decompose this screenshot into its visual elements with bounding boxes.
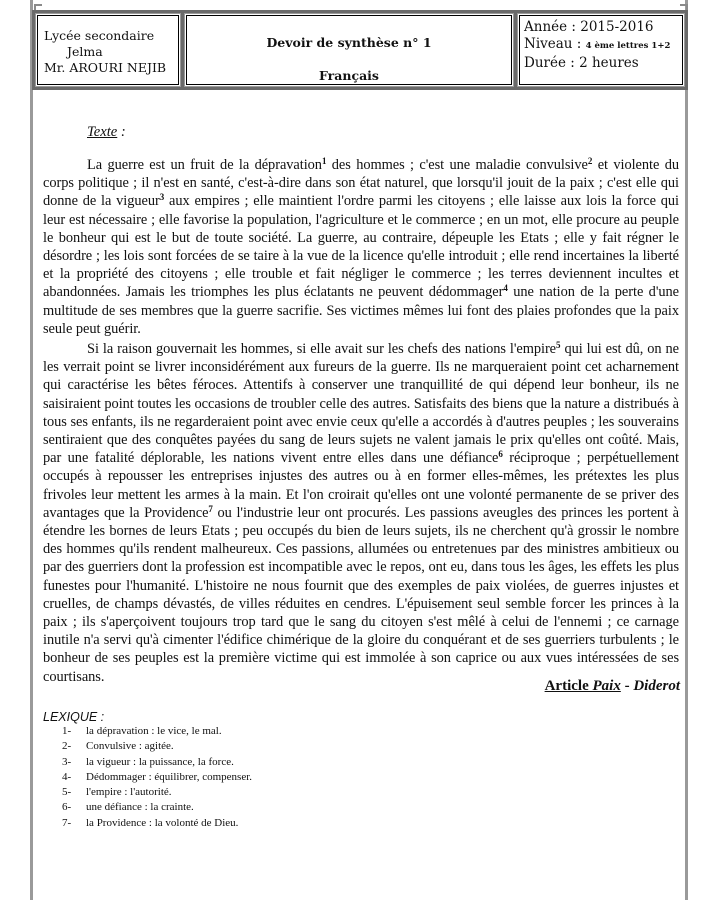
exam-title: Devoir de synthèse n° 1 bbox=[266, 35, 432, 50]
lexique-item-text: la Providence : la volonté de Dieu. bbox=[86, 816, 239, 829]
text-section-label bbox=[87, 124, 126, 141]
paragraph-text: réciproque ; perpétuellement occupés à repousser les entreprises injustes des autres ou à en former elles-mêmes, les prétextes les plus frivoles leur mettent les armes à la main. Et l'on croirait qu'elles ont une volonté permanente de se priver des avantages que la Providence bbox=[43, 450, 679, 521]
paragraph-text: ou l'industrie leur ont procurés. Les passions aveugles des princes les portent à étendre les bornes de leurs Etats ; peu occupés du bien de leurs sujets, ils ne cherchent qu'à grossir le nombre des hommes qu'ils rendent malheureux. Ces passions, allumées ou entretenues par des ministres ambitieux ou par des guerriers dont la profession est incompatible avec le repos, ont eu, dans tous les âges, les effets les plus funestes pour l'humanité. L'histoire ne nous fournit que des exemples de paix violées, de guerres injustes et cruelles, de champs dévastés, de villes réduites en cendres. L'épuisement seul semble forcer les princes à la paix ; ils s'aperçoivent toujours trop tard que le sang du citoyen s'est mêlé à celui de l'ennemi ; ce carnage inutile n'a servi qu'à cimenter l'édifice chimérique de la gloire du conquérant et de ses guerriers turbulents ; le bonheur de ses peuples est la première victime qui est immolée à son caprice ou aux vues intéressées de ses courtisans. bbox=[43, 504, 680, 685]
paragraph-text: qui lui est dû, on ne les verrait point se livrer inconsidérément aux fureurs de la guerre. Ils ne marqueraient point cet acharnement qui caractérise les bêtes féroces. Attentifs à conserver une tranquillité de qui dépend leur bonheur, ils ne saisiraient point toutes les occasions de troubler celle des autres. Satisfaits des biens que la nature a distribués à tous ses enfants, ils ne regarderaient point avec envie ceux qu'elle a accordés à d'autres peuples ; les souverains sentiraient que des conquêtes payées du sang de leurs sujets ne valent jamais le prix qu'elles ont coûté. Mais, par une fatalité déplorable, les nations vivent entre elles dans une défiance bbox=[43, 341, 680, 467]
text-paragraph bbox=[43, 156, 679, 338]
lexique-item-number: 6- bbox=[62, 801, 72, 814]
lexique-item-text: la dépravation : le vice, le mal. bbox=[86, 725, 222, 737]
footnote-marker: 3 bbox=[159, 192, 165, 203]
footnote-marker: 7 bbox=[208, 503, 213, 514]
exam-header bbox=[32, 10, 688, 90]
school-year: Année : 2015-2016 bbox=[524, 19, 654, 35]
source-work: Paix bbox=[592, 678, 621, 694]
footnote-marker: 1 bbox=[321, 156, 327, 166]
class-level-value: 4 ème lettres 1+2 bbox=[585, 41, 671, 51]
text-source bbox=[545, 678, 680, 695]
lexique-item-number: 4- bbox=[62, 770, 72, 783]
lexique-item-number: 1- bbox=[62, 725, 72, 737]
lexique-item bbox=[62, 724, 252, 739]
paragraph-text: des hommes ; c'est une maladie convulsive bbox=[326, 157, 588, 173]
lexique-list bbox=[62, 724, 252, 831]
lexique-item-text: Dédommager : équilibrer, compenser. bbox=[86, 770, 253, 783]
footnote-marker: 6 bbox=[498, 449, 503, 460]
teacher-name: Mr. AROURI NEJIB bbox=[44, 60, 167, 75]
text-label-colon: : bbox=[117, 124, 126, 140]
school-town: Jelma bbox=[67, 44, 103, 59]
paragraph-text: une nation de la perte d'une multitude de ses membres que la guerre sacrifie. Ses victimes mêmes lui font des plaies profondes que la paix seule peut guérir. bbox=[43, 284, 679, 337]
footnote-marker: 2 bbox=[587, 156, 593, 166]
source-separator: - bbox=[620, 678, 634, 694]
lexique-item bbox=[62, 755, 252, 770]
lexique-title: LEXIQUE : bbox=[43, 710, 105, 724]
exam-duration: Durée : 2 heures bbox=[524, 55, 639, 71]
lexique-item bbox=[62, 816, 252, 831]
exam-title-cell bbox=[184, 13, 514, 87]
paragraph-text: La guerre est un fruit de la dépravation bbox=[87, 157, 322, 173]
lexique-item-number: 5- bbox=[62, 786, 72, 799]
lexique-item bbox=[62, 800, 252, 815]
text-label: Texte bbox=[87, 124, 118, 140]
lexique-item-text: une défiance : la crainte. bbox=[86, 801, 194, 814]
lexique-item-number: 7- bbox=[62, 816, 72, 829]
exam-subject: Français bbox=[319, 68, 379, 83]
lexique-item-text: l'empire : l'autorité. bbox=[86, 786, 172, 799]
source-prefix: Article bbox=[544, 678, 593, 694]
text-paragraph bbox=[43, 340, 679, 686]
class-level bbox=[524, 36, 682, 55]
footnote-marker: 5 bbox=[556, 340, 561, 350]
exam-details-cell bbox=[517, 13, 685, 87]
paragraph-text: Si la raison gouvernait les hommes, si elle avait sur les chefs des nations l'empire bbox=[87, 341, 557, 357]
lexique-item-text: Convulsive : agitée. bbox=[86, 740, 174, 753]
lexique-item-number: 2- bbox=[62, 740, 72, 753]
lexique-item bbox=[62, 785, 252, 800]
source-author: Diderot bbox=[633, 678, 680, 694]
lexique-item bbox=[62, 739, 252, 754]
school-info-cell bbox=[35, 13, 181, 87]
class-level-label: Niveau : bbox=[524, 36, 582, 52]
paragraph-text: aux empires ; elle maintient l'ordre parmi les citoyens ; elle laisse aux lois la force qui leur est nécessaire ; elle favorise la population, l'agriculture et le commerce ; en un mot, elle procure au peuple le bonheur qui est le but de toute société. La guerre, au contraire, dépeuple les Etats ; elle y fait régner le désordre ; les lois sont forcées de se taire à la vue de la licence qu'elle introduit ; elle rend incertaines la liberté et la propriété des citoyens ; elle trouble et fait négliger le commerce ; les terres deviennent incultes et abandonnées. Jamais les triomphes les plus éclatants ne peuvent dédommager bbox=[43, 193, 679, 301]
lexique-item-number: 3- bbox=[62, 755, 72, 768]
school-name: Lycée secondaire bbox=[44, 28, 155, 43]
lexique-item bbox=[62, 770, 252, 785]
lexique-item-text: la vigueur : la puissance, la force. bbox=[86, 755, 234, 768]
paragraph-text: et violente du corps politique ; il n'est en santé, c'est-à-dire dans son état naturel, que lorsqu'il jouit de la paix ; c'est elle qui donne de la vigueur bbox=[43, 157, 679, 210]
footnote-marker: 4 bbox=[503, 283, 508, 294]
